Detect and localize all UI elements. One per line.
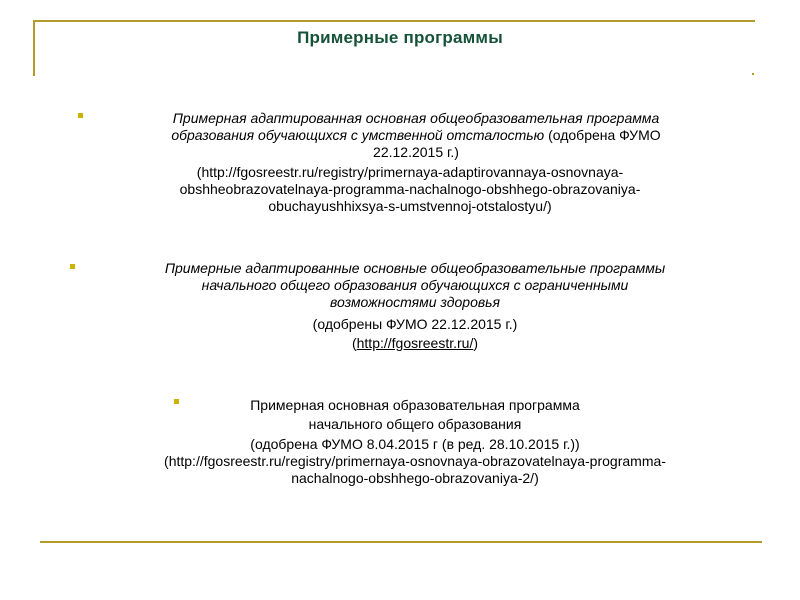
program-item-2-approval xyxy=(90,316,740,352)
item1-url-line-3: obuchayushhixsya-s-umstvennoj-otstalostyu/) xyxy=(268,198,552,214)
slide-title: Примерные программы xyxy=(297,28,503,47)
item1-line-2 xyxy=(96,127,736,144)
item2-link-close: ) xyxy=(473,335,479,351)
item2-line-1: Примерные адаптированные основные общеобразовательные программы xyxy=(164,260,666,276)
item1-url-line-2: obshheobrazovatelnaya-programma-nachalnogo-obshhego-obrazovaniya- xyxy=(179,181,641,197)
bullet-square-1 xyxy=(78,113,83,118)
bullet-square-2 xyxy=(70,264,75,269)
item1-line-3: 22.12.2015 г.) xyxy=(373,144,459,160)
program-item-3 xyxy=(90,397,740,487)
item2-link-open: ( xyxy=(351,335,357,351)
item2-line-3: возможностями здоровья xyxy=(329,294,501,310)
frame-corner-dot xyxy=(752,73,754,75)
item3-line-3: (одобрена ФУМО 8.04.2015 г (в ред. 28.10.2015 г.)) xyxy=(250,436,580,452)
item1-line-2-rest: (одобрена ФУМО xyxy=(544,127,661,143)
item2-approval-line: (одобрены ФУМО 22.12.2015 г.) xyxy=(312,316,518,332)
item3-line-4: (http://fgosreestr.ru/registry/primernaya-osnovnaya-obrazovatelnaya-programma- xyxy=(164,453,666,469)
fgosreestr-link[interactable]: http://fgosreestr.ru/ xyxy=(356,335,474,351)
frame-top-line xyxy=(33,20,755,22)
item1-line-1: Примерная адаптированная основная общеобразовательная программа xyxy=(172,110,660,126)
item1-url-line-1: (http://fgosreestr.ru/registry/primernaya-adaptirovannaya-osnovnaya- xyxy=(196,164,624,180)
program-item-2 xyxy=(90,260,740,311)
program-item-1 xyxy=(96,110,736,161)
item2-link-line xyxy=(90,335,740,352)
item3-line-2: начального общего образования xyxy=(308,416,522,432)
item1-line-2-italic: образования обучающихся с умственной отсталостью xyxy=(171,127,545,143)
frame-bottom-line xyxy=(40,541,762,543)
item2-line-2: начального общего образования обучающихся с ограниченными xyxy=(201,277,629,293)
item3-line-5: nachalnogo-obshhego-obrazovaniya-2/) xyxy=(291,470,539,486)
program-item-1-url xyxy=(80,164,740,215)
item3-line-1: Примерная основная образовательная программа xyxy=(250,397,580,413)
